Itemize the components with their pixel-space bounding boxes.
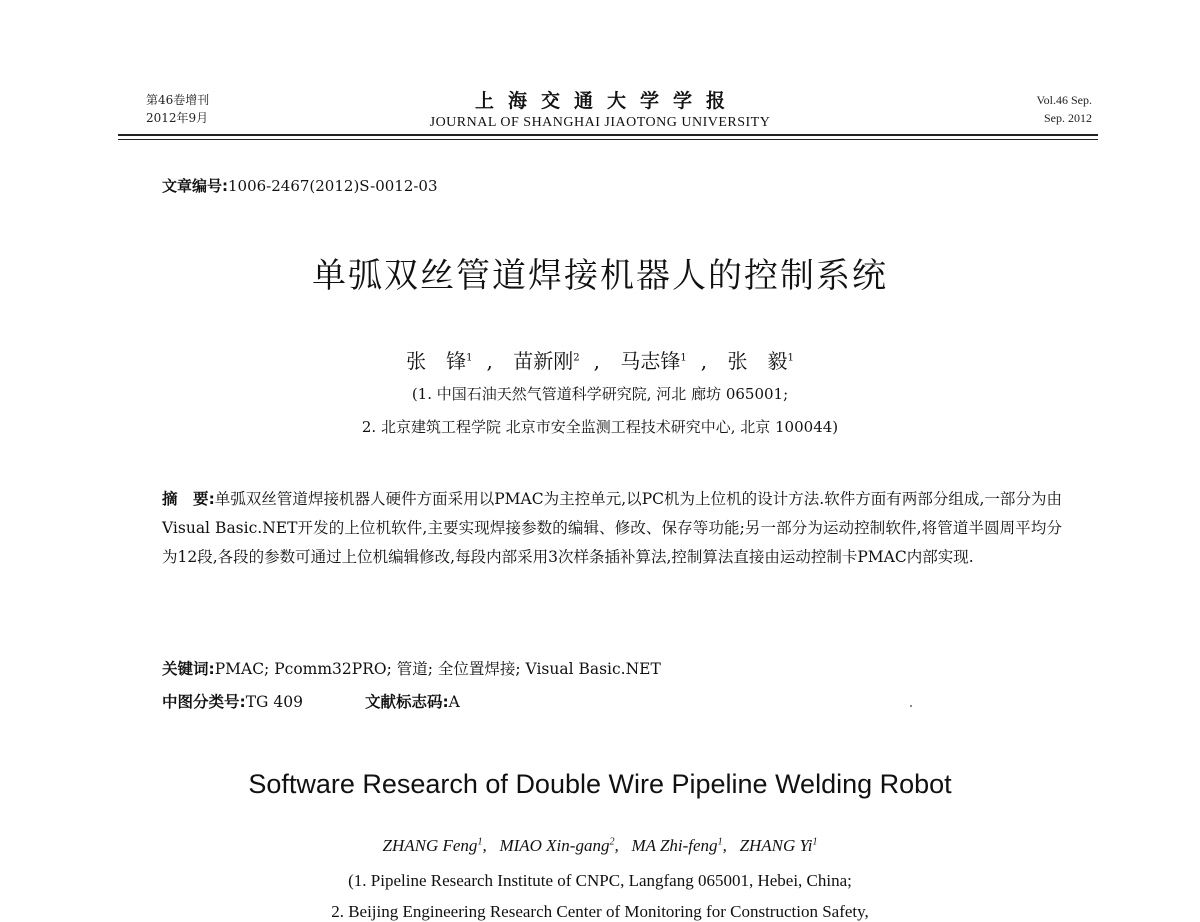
author-sup: 1 <box>787 352 794 364</box>
author-en: MIAO Xin-gang <box>499 836 610 855</box>
header-rule-thick <box>118 134 1098 136</box>
author-en: ZHANG Yi <box>739 836 813 855</box>
author-cn: 张 锋 <box>406 349 467 373</box>
author-cn: 马志锋 <box>620 349 681 373</box>
article-number-value: 1006-2467(2012)S-0012-03 <box>228 177 438 195</box>
header-right <box>1037 91 1092 127</box>
date-cn: 2012年9月 <box>146 111 209 125</box>
header-rule-thin <box>118 139 1098 140</box>
affiliation-cn-1: (1. 中国石油天然气管道科学研究院, 河北 廊坊 065001; <box>411 385 789 403</box>
volume-cn: 第46卷增刊 <box>146 93 210 107</box>
doc-code-value: A <box>448 693 460 711</box>
author-sup: 1 <box>717 836 723 848</box>
clc-label: 中图分类号: <box>162 693 246 711</box>
date-en: Sep. 2012 <box>1044 111 1092 125</box>
affiliation-cn-2: 2. 北京建筑工程学院 北京市安全监测工程技术研究中心, 北京 100044) <box>361 418 839 436</box>
affiliation-en-2: 2. Beijing Engineering Research Center of Monitoring for Construction Safety, <box>331 902 869 921</box>
article-number <box>162 175 438 196</box>
volume-en: Vol.46 Sep. <box>1036 93 1092 107</box>
author-cn: 张 毅 <box>727 349 788 373</box>
author-sup: 1 <box>680 352 687 364</box>
author-sup: 1 <box>466 352 473 364</box>
authors-cn: 张 锋$^1$ , 苗新刚$^2$ , 马志锋$^1$ , 张 毅$^1$ <box>406 349 794 373</box>
clc-value: TG 409 <box>245 693 303 711</box>
abstract <box>162 485 1062 572</box>
keywords <box>162 657 661 679</box>
header-left <box>146 91 209 127</box>
scan-speck <box>910 705 912 707</box>
classification <box>162 690 460 712</box>
header-center <box>300 86 900 131</box>
title-cn: 单弧双丝管道焊接机器人的控制系统 <box>312 256 888 296</box>
author-en: MA Zhi-feng <box>631 836 718 855</box>
keywords-label: 关键词: <box>162 660 215 678</box>
journal-title-cn: 上海交通大学学报 <box>474 90 739 112</box>
article-number-label: 文章编号: <box>162 177 228 195</box>
author-sup: 1 <box>812 836 818 848</box>
authors-en: ZHANG Feng$^1$, MIAO Xin-gang$^2$, MA Zhi-feng$^1$, ZHANG Yi$^1$ <box>382 836 818 855</box>
abstract-label: 摘 要: <box>162 490 215 508</box>
title-en: Software Research of Double Wire Pipeline Welding Robot <box>248 769 952 799</box>
author-sup: 2 <box>573 352 580 364</box>
author-en: ZHANG Feng <box>382 836 478 855</box>
author-sup: 2 <box>609 836 615 848</box>
affiliation-en-1: (1. Pipeline Research Institute of CNPC, Langfang 065001, Hebei, China; <box>348 871 852 890</box>
keywords-text: PMAC; Pcomm32PRO; 管道; 全位置焊接; Visual Basic.NET <box>214 660 661 678</box>
author-sup: 1 <box>477 836 483 848</box>
abstract-text: 单弧双丝管道焊接机器人硬件方面采用以PMAC为主控单元,以PC机为上位机的设计方法.软件方面有两部分组成,一部分为由Visual Basic.NET开发的上位机软件,主要实现焊接参数的编辑、修改、保存等功能;另一部分为运动控制软件,将管道半圆周平均分为12段,各段的参数可通过上位机编辑修改,每段内部采用3次样条插补算法,控制算法直接由运动控制卡PMAC内部实现. <box>162 490 1062 566</box>
doc-code-label: 文献标志码: <box>364 693 449 711</box>
author-cn: 苗新刚 <box>513 349 574 373</box>
journal-title-en: JOURNAL OF SHANGHAI JIAOTONG UNIVERSITY <box>429 115 771 130</box>
